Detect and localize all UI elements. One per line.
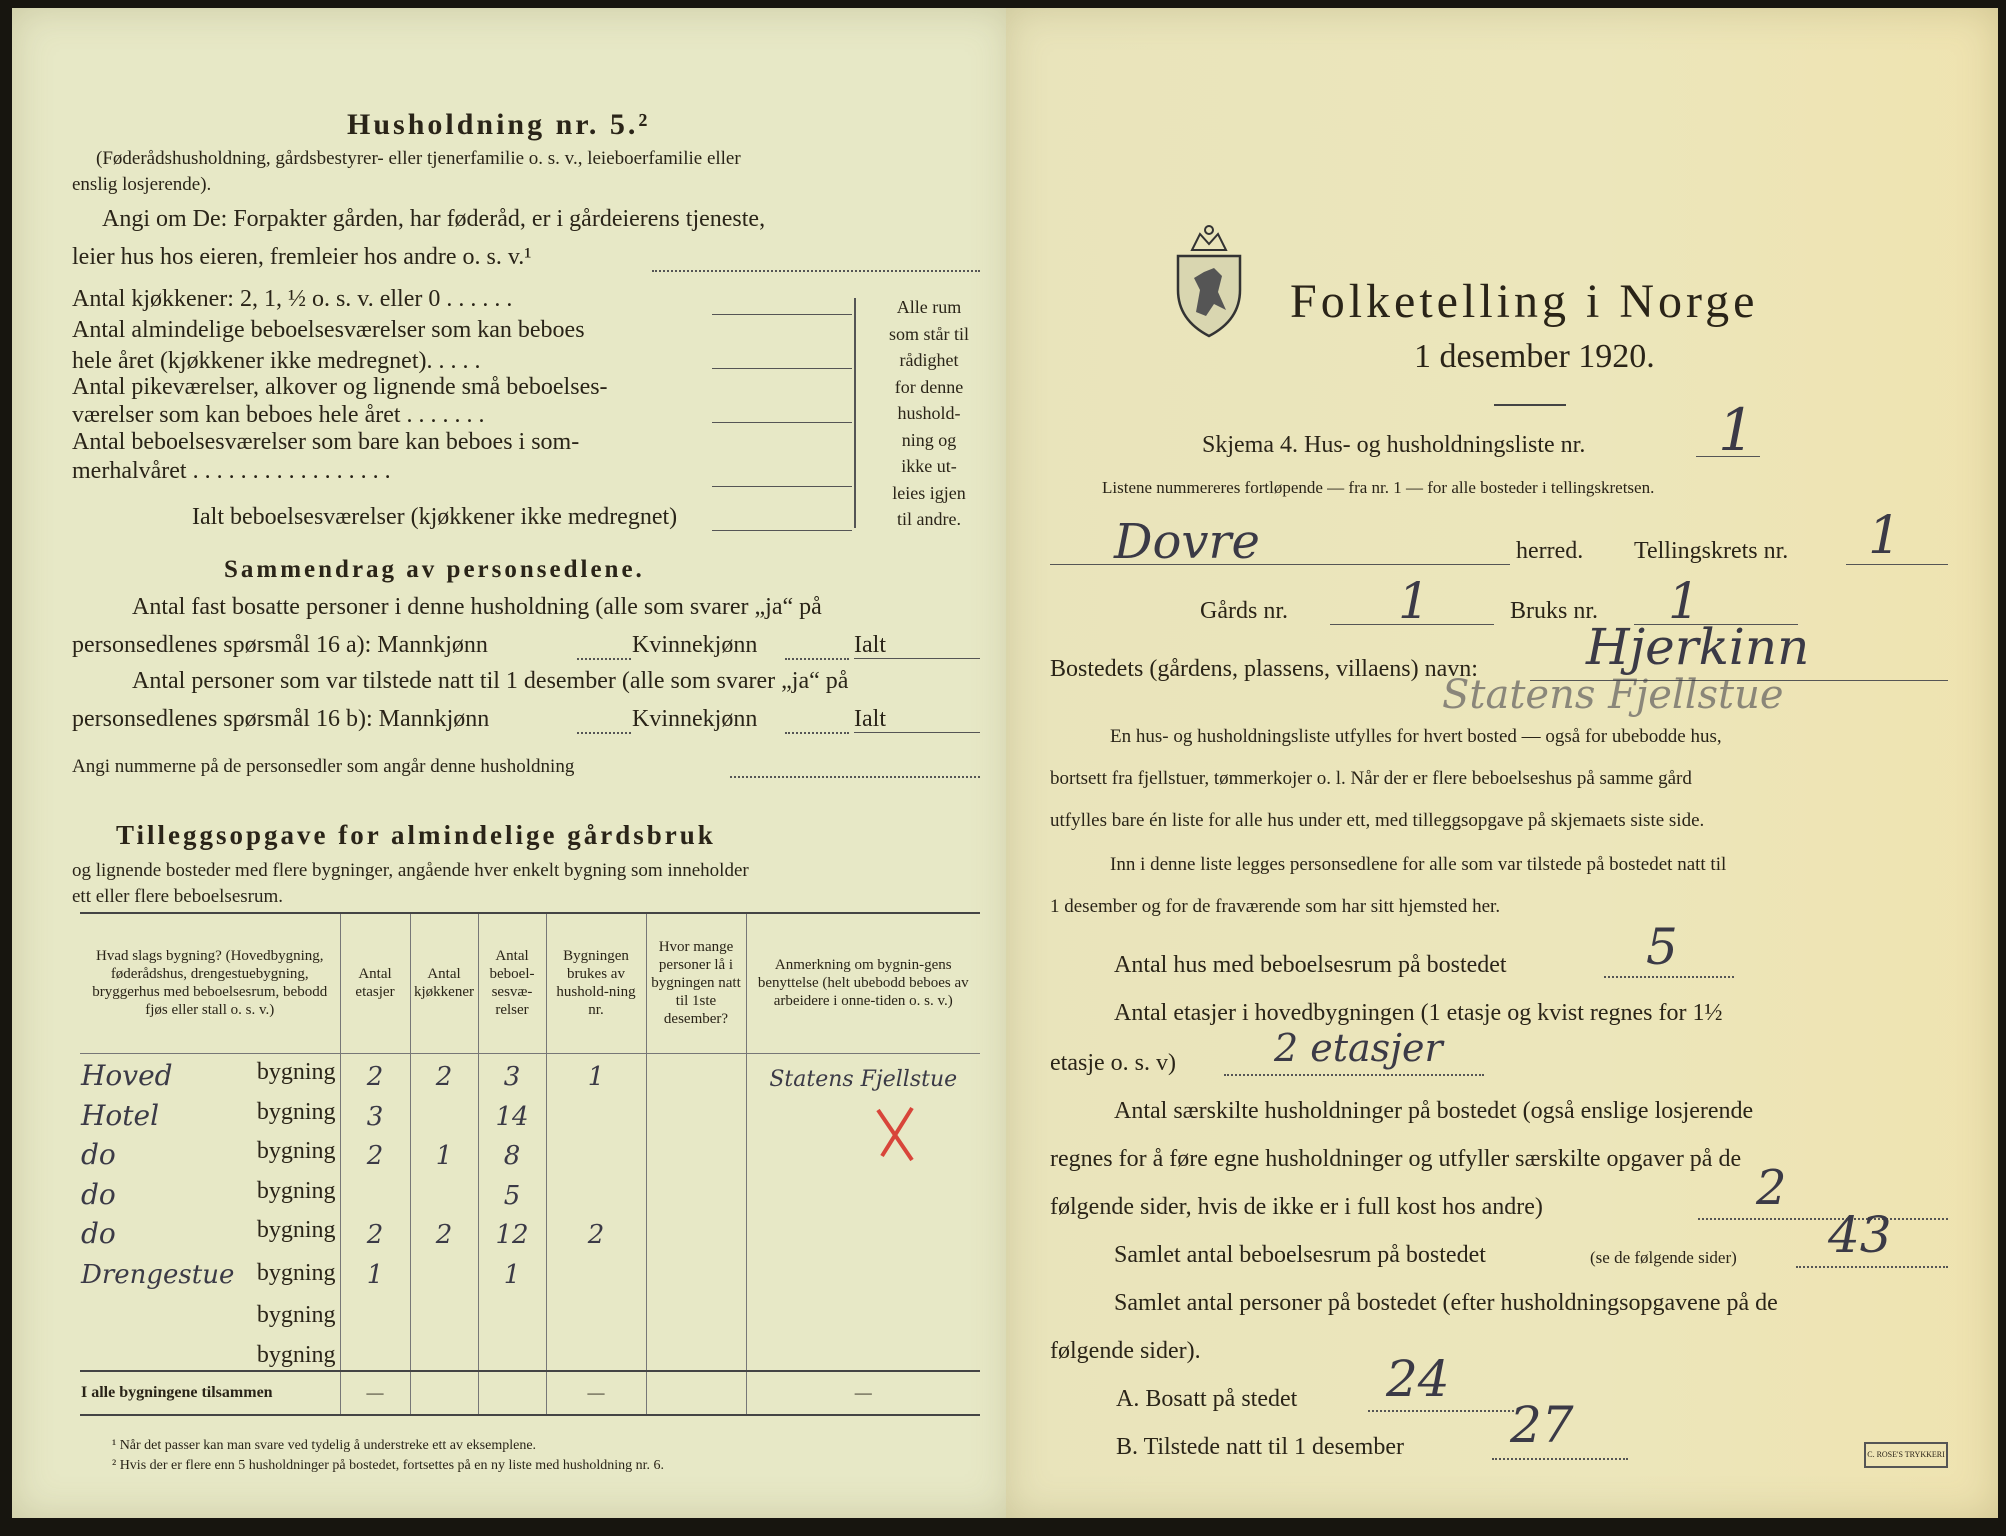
header-kjokken: Antal kjøkkener	[410, 913, 478, 1053]
left-page	[12, 8, 1012, 1518]
total-label: I alle bygningene tilsammen	[80, 1371, 340, 1415]
herred-value: Dovre	[1114, 514, 1260, 570]
gards-label: Gårds nr.	[1200, 598, 1288, 624]
form-title: Folketelling i Norge	[1290, 275, 1759, 328]
cell-vaerelser: 3	[478, 1053, 546, 1093]
cell-personer	[646, 1053, 746, 1093]
header-vaerelser: Antal beboel-sesvæ-relser	[478, 913, 546, 1053]
alm-text-2: hele året (kjøkkener ikke medregnet). . . . .	[72, 348, 481, 374]
krets-value: 1	[1868, 506, 1902, 566]
cell-husholdning	[546, 1251, 646, 1291]
total-vaerelser	[478, 1371, 546, 1415]
cell-etasjer: 1	[340, 1251, 410, 1291]
s1-text: Antal fast bosatte personer i denne husholdning (alle som svarer „ja“ på	[132, 594, 822, 620]
coat-of-arms-icon	[1170, 220, 1248, 340]
s1b-text: personsedlenes spørsmål 16 a): Mannkjønn	[72, 632, 488, 658]
cell-personer	[646, 1133, 746, 1173]
table-row	[80, 1133, 980, 1173]
building-name: do	[81, 1138, 116, 1171]
sarskilte-label-2: regnes for å føre egne husholdninger og utfyller særskilte opgaver på de	[1050, 1146, 1742, 1172]
pike-text-2: værelser som kan beboes hele året . . . . . . .	[72, 402, 485, 428]
tillegg-text-2: ett eller flere beboelsesrum.	[72, 886, 284, 907]
household-intro-2: enslig losjerende).	[72, 174, 212, 195]
tillegg-text: og lignende bosteder med flere bygninger, angående hver enkelt bygning som inneholder	[72, 860, 749, 881]
sommer-text-2: merhalvåret . . . . . . . . . . . . . . . . .	[72, 458, 391, 484]
row-label: bygning	[256, 1302, 336, 1328]
kvinne-label: Kvinnekjønn	[632, 632, 758, 658]
cell-kjokken	[410, 1093, 478, 1133]
row-label: bygning	[256, 1177, 336, 1204]
row-label: bygning	[256, 1059, 336, 1085]
skjema-number: 1	[1718, 396, 1755, 464]
cell-husholdning: 1	[546, 1053, 646, 1093]
tilstede-label: B. Tilstede natt til 1 desember	[1116, 1434, 1404, 1460]
cell-anmerkning	[746, 1251, 980, 1291]
row-label: bygning	[256, 1217, 336, 1243]
total-kjokken	[410, 1371, 478, 1415]
bosted-value-2: Statens Fjellstue	[1442, 672, 1784, 718]
hus-label: Antal hus med beboelsesrum på bostedet	[1114, 952, 1507, 978]
bosatt-value: 24	[1386, 1350, 1450, 1408]
bracket-note: Alle rum som står til rådighet for denne hushold- ning og ikke ut- leies igjen til andre.	[889, 297, 969, 529]
ialt-label-2: Ialt	[854, 706, 886, 732]
cell-vaerelser: 5	[478, 1172, 546, 1212]
listene-text: Listene nummereres fortløpende — fra nr. 1 — for alle bosteder i tellingskretsen.	[1102, 478, 1655, 497]
skjema-text: Skjema 4. Hus- og husholdningsliste nr.	[1202, 432, 1586, 458]
cell-vaerelser: 12	[478, 1212, 546, 1252]
gards-value: 1	[1398, 572, 1430, 630]
form-date: 1 desember 1920.	[1414, 338, 1655, 375]
cell-husholdning	[546, 1172, 646, 1212]
hus-value: 5	[1646, 918, 1678, 976]
etasjer-label-2: etasje o. s. v)	[1050, 1050, 1176, 1076]
building-name: Hotel	[81, 1098, 160, 1132]
cell-etasjer	[340, 1172, 410, 1212]
info-p2b: 1 desember og for de fraværende som har sitt hjemsted her.	[1050, 896, 1501, 917]
table-row	[80, 1172, 980, 1212]
cell-anmerkning: Statens Fjellstue	[746, 1053, 980, 1093]
cell-anmerkning	[746, 1172, 980, 1212]
samlet-rum-label: Samlet antal beboelsesrum på bostedet	[1114, 1242, 1486, 1268]
cell-kjokken	[410, 1251, 478, 1291]
cell-personer	[646, 1212, 746, 1252]
bosted-label: Bostedets (gårdens, plassens, villaens) navn:	[1050, 656, 1478, 682]
info-p1b: bortsett fra fjellstuer, tømmerkojer o. l. Når der er flere beboelseshus på samme gård	[1050, 768, 1692, 789]
samlet-pers-label: Samlet antal personer på bostedet (efter husholdningsopgavene på de	[1114, 1290, 1778, 1316]
samlet-pers-label-2: følgende sider).	[1050, 1338, 1201, 1364]
krets-label: Tellingskrets nr.	[1634, 538, 1789, 564]
ialt-text: Ialt beboelsesværelser (kjøkkener ikke medregnet)	[192, 504, 678, 530]
cell-etasjer: 2	[340, 1053, 410, 1093]
sammendrag-title: Sammendrag av personsedlene.	[224, 556, 645, 583]
s2-text: Antal personer som var tilstede natt til 1 desember (alle som svarer „ja“ på	[132, 668, 849, 694]
header-anmerkning: Anmerkning om bygnin-gens benyttelse (helt ubebodd beboes av arbeidere i onne-tiden o. s. v.)	[746, 913, 980, 1053]
cell-personer	[646, 1251, 746, 1291]
cell-vaerelser: 14	[478, 1093, 546, 1133]
cell-kjokken	[410, 1172, 478, 1212]
header-husholdning: Bygningen brukes av hushold-ning nr.	[546, 913, 646, 1053]
table-row	[80, 1291, 980, 1331]
footnote-2: ² Hvis der er flere enn 5 husholdninger på bostedet, fortsettes på en ny liste med husholdning nr. 6.	[112, 1458, 665, 1473]
cell-kjokken: 2	[410, 1053, 478, 1093]
cell-husholdning	[546, 1133, 646, 1173]
table-row	[80, 1330, 980, 1371]
total-anmerkning: —	[746, 1371, 980, 1415]
samlet-rum-note: (se de følgende sider)	[1590, 1248, 1737, 1267]
cell-vaerelser: 1	[478, 1251, 546, 1291]
row-label: bygning	[256, 1098, 336, 1125]
table-row	[80, 1093, 980, 1133]
table-row	[80, 1212, 980, 1252]
header-personer: Hvor mange personer lå i bygningen natt til 1ste desember?	[646, 913, 746, 1053]
table-row	[80, 1053, 980, 1093]
household-title: Husholdning nr. 5.²	[347, 108, 651, 141]
samlet-rum-value: 43	[1828, 1206, 1892, 1264]
info-p1c: utfylles bare én liste for alle hus under ett, med tilleggsopgave på skjemaets siste side.	[1050, 810, 1705, 831]
info-p2: Inn i denne liste legges personsedlene for alle som var tilstede på bostedet natt til	[1110, 854, 1727, 875]
building-name: do	[81, 1177, 116, 1211]
bruks-label: Bruks nr.	[1510, 598, 1599, 624]
right-page	[1006, 8, 1998, 1518]
angi-nummer-text: Angi nummerne på de personsedler som angår denne husholdning	[72, 756, 575, 777]
building-name: do	[81, 1217, 116, 1250]
cell-etasjer: 2	[340, 1212, 410, 1252]
sarskilte-label-3: følgende sider, hvis de ikke er i full kost hos andre)	[1050, 1194, 1543, 1220]
cell-vaerelser: 8	[478, 1133, 546, 1173]
cell-kjokken: 2	[410, 1212, 478, 1252]
sarskilte-value: 2	[1756, 1160, 1787, 1216]
cell-personer	[646, 1093, 746, 1133]
cell-husholdning: 2	[546, 1212, 646, 1252]
cell-etasjer: 2	[340, 1133, 410, 1173]
building-table	[80, 912, 980, 1416]
tilstede-value: 27	[1510, 1396, 1574, 1454]
building-name: Hoved	[81, 1059, 173, 1092]
tillegg-title: Tilleggsopgave for almindelige gårdsbruk	[116, 820, 716, 850]
row-label: bygning	[256, 1259, 336, 1286]
angi-text: Angi om De: Forpakter gården, har føderåd, er i gårdeierens tjeneste,	[102, 206, 766, 232]
row-label: bygning	[256, 1341, 336, 1368]
row-label: bygning	[256, 1138, 336, 1164]
ialt-label: Ialt	[854, 632, 886, 658]
bruks-value: 1	[1668, 572, 1700, 630]
sommer-text: Antal beboelsesværelser som bare kan beboes i som-	[72, 429, 580, 455]
header-etasjer: Antal etasjer	[340, 913, 410, 1053]
s2b-text: personsedlenes spørsmål 16 b): Mannkjønn	[72, 706, 490, 732]
bosatt-label: A. Bosatt på stedet	[1116, 1386, 1298, 1412]
header-building-type: Hvad slags bygning? (Hovedbygning, føderådshus, drengestuebygning, bryggerhus med beboelsesrum, bebodd fjøs eller stall o. s. v.)	[80, 913, 340, 1053]
cell-anmerkning	[746, 1133, 980, 1173]
kvinne-label-2: Kvinnekjønn	[632, 706, 758, 732]
angi-text-2: leier hus hos eieren, fremleier hos andre o. s. v.¹	[72, 244, 532, 270]
bosted-value: Hjerkinn	[1586, 618, 1810, 676]
total-husholdning: —	[546, 1371, 646, 1415]
building-name: Drengestue	[81, 1259, 235, 1290]
etasjer-label: Antal etasjer i hovedbygningen (1 etasje og kvist regnes for 1½	[1114, 1000, 1723, 1026]
sarskilte-label: Antal særskilte husholdninger på bostedet (også enslige losjerende	[1114, 1098, 1754, 1124]
cell-kjokken: 1	[410, 1133, 478, 1173]
cell-etasjer: 3	[340, 1093, 410, 1133]
total-row	[80, 1371, 980, 1415]
info-p1: En hus- og husholdningsliste utfylles for hvert bosted — også for ubebodde hus,	[1110, 726, 1722, 747]
cell-anmerkning	[746, 1093, 980, 1133]
footnote-1: ¹ Når det passer kan man svare ved tydelig å understreke ett av eksemplene.	[112, 1438, 537, 1453]
cell-husholdning	[546, 1093, 646, 1133]
alm-text: Antal almindelige beboelsesværelser som kan beboes	[72, 317, 585, 343]
printer-stamp: C. ROSE'S TRYKKERI	[1864, 1442, 1948, 1468]
cell-personer	[646, 1172, 746, 1212]
red-check-mark	[872, 1104, 920, 1166]
household-intro: (Føderådshusholdning, gårdsbestyrer- eller tjenerfamilie o. s. v., leieboerfamilie eller	[96, 148, 741, 169]
cell-anmerkning	[746, 1212, 980, 1252]
herred-label: herred.	[1516, 538, 1584, 564]
kjokken-text: Antal kjøkkener: 2, 1, ½ o. s. v. eller 0 . . . . . .	[72, 286, 513, 312]
total-etasjer: —	[340, 1371, 410, 1415]
total-personer	[646, 1371, 746, 1415]
table-row	[80, 1251, 980, 1291]
pike-text: Antal pikeværelser, alkover og lignende små beboelses-	[72, 374, 608, 400]
etasjer-value: 2 etasjer	[1274, 1026, 1443, 1070]
